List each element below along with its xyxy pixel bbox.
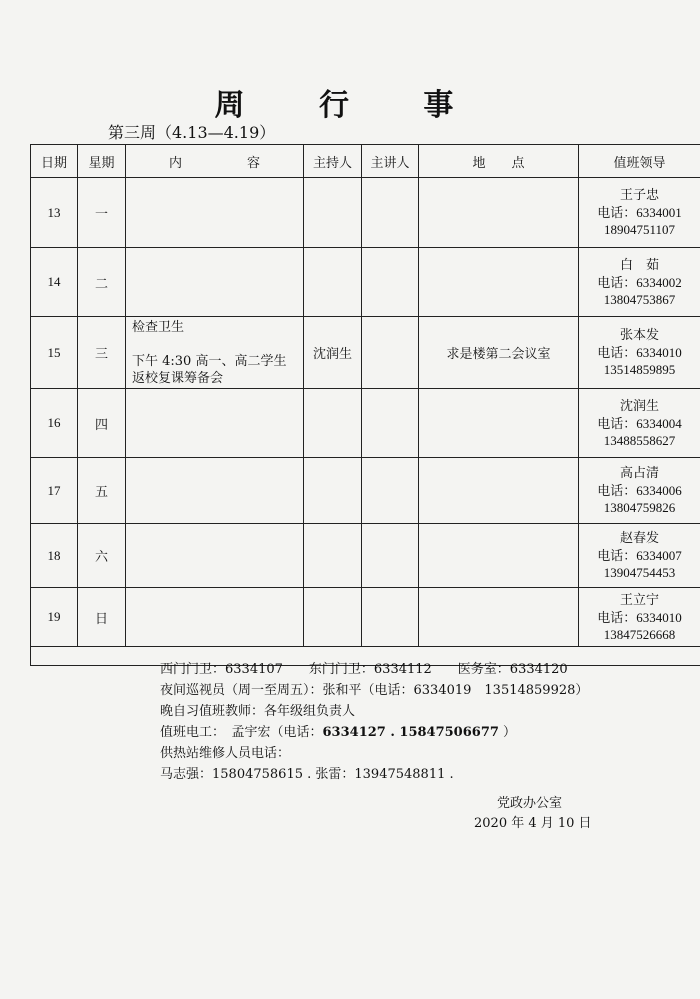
header-host: 主持人: [304, 145, 362, 178]
host-cell: 沈润生: [304, 317, 362, 389]
content-line: 下午 4:30 高一、高二学生返校复课筹备会: [132, 353, 287, 386]
weekday-cell: 日: [78, 588, 126, 647]
note-line-patrol: 夜间巡视员（周一至周五）：张和平（电话：6334019 13514859928）: [160, 683, 589, 698]
speaker-cell: [362, 458, 419, 524]
content-cell: [126, 588, 304, 647]
date-cell: 18: [31, 524, 78, 588]
duty-leader-mobile: 13488558627: [603, 432, 676, 448]
duty-leader-mobile: 13804759826: [603, 500, 676, 515]
location-cell: [419, 458, 579, 524]
electrician-suffix: ）: [498, 725, 517, 740]
header-duty: 值班领导: [579, 145, 700, 178]
header-weekday: 星期: [78, 145, 126, 178]
duty-leader-mobile: 13804753867: [603, 291, 676, 307]
table-row: [31, 389, 700, 458]
page-title: 周 行 事: [214, 88, 486, 123]
note-line-heating-title: 供热站维修人员电话：: [160, 746, 291, 761]
duty-leader-name: 张本发: [619, 328, 659, 343]
note-line-study-duty: 晚自习值班教师：各年级组负责人: [160, 704, 356, 719]
duty-cell: [579, 178, 700, 248]
speaker-cell: [362, 588, 419, 647]
duty-leader-phone: 电话：6334001: [597, 205, 682, 220]
host-cell: [304, 389, 362, 458]
week-label: 第三周（4.13—4.19）: [108, 123, 276, 142]
electrician-phones: 6334127 . 15847506677: [322, 725, 499, 740]
date-cell: 15: [31, 317, 78, 389]
speaker-cell: [362, 178, 419, 248]
duty-leader-mobile: 13847526668: [603, 626, 676, 642]
location-cell: [419, 248, 579, 317]
issue-date: 2020 年 4 月 10 日: [474, 816, 592, 831]
table-row: [31, 178, 700, 248]
host-cell: [304, 524, 362, 588]
table-row: [31, 588, 700, 647]
header-row: [31, 145, 700, 178]
duty-leader-name: 赵春发: [619, 531, 659, 546]
weekday-cell: 五: [78, 458, 126, 524]
content-cell: [126, 458, 304, 524]
table-row: [31, 458, 700, 524]
table-row: [31, 317, 700, 389]
date-cell: 17: [31, 458, 78, 524]
issuing-office: 党政办公室: [497, 796, 563, 811]
header-location: 地 点: [419, 145, 579, 178]
electrician-prefix: 值班电工： 孟宇宏（电话：: [160, 725, 323, 740]
location-cell: [419, 178, 579, 248]
duty-leader-phone: 电话：6334007: [597, 548, 682, 563]
speaker-cell: [362, 317, 419, 389]
duty-leader-mobile: 13514859895: [603, 362, 676, 377]
table-row: [31, 248, 700, 317]
duty-cell: [579, 248, 700, 317]
duty-leader-name: 白 茹: [619, 257, 659, 273]
duty-leader-mobile: 18904751107: [603, 222, 676, 237]
duty-leader-name: 沈润生: [619, 398, 659, 414]
duty-leader-name: 王子忠: [619, 188, 659, 203]
speaker-cell: [362, 524, 419, 588]
content-cell: [126, 524, 304, 588]
date-cell: 19: [31, 588, 78, 647]
host-cell: [304, 458, 362, 524]
host-cell: [304, 178, 362, 248]
duty-cell: [579, 389, 700, 458]
content-cell: [126, 317, 304, 389]
location-cell: [419, 524, 579, 588]
speaker-cell: [362, 389, 419, 458]
duty-leader-phone: 电话：6334010: [597, 609, 682, 625]
duty-cell: [579, 524, 700, 588]
weekday-cell: 三: [78, 317, 126, 389]
content-line: 检查卫生: [132, 319, 185, 335]
host-cell: [304, 588, 362, 647]
schedule-table: [30, 144, 700, 666]
duty-leader-mobile: 13904754453: [603, 565, 676, 580]
duty-cell: [579, 458, 700, 524]
content-cell: [126, 248, 304, 317]
note-line-electrician: [160, 722, 588, 743]
weekday-cell: 一: [78, 178, 126, 248]
location-cell: [419, 588, 579, 647]
duty-leader-phone: 电话：6334002: [597, 274, 682, 290]
location-cell: 求是楼第二会议室: [419, 317, 579, 389]
header-content: 内 容: [126, 145, 304, 178]
duty-leader-name: 高占清: [619, 466, 659, 481]
content-cell: [126, 389, 304, 458]
header-date: 日期: [31, 145, 78, 178]
duty-leader-phone: 电话：6334006: [597, 483, 682, 498]
weekday-cell: 四: [78, 389, 126, 458]
header-speaker: 主讲人: [362, 145, 419, 178]
content-cell: [126, 178, 304, 248]
duty-leader-phone: 电话：6334004: [597, 415, 682, 431]
weekday-cell: 二: [78, 248, 126, 317]
note-line-gates: 西门门卫：6334107 东门门卫：6334112 医务室：6334120: [160, 662, 568, 677]
date-cell: 16: [31, 389, 78, 458]
duty-leader-phone: 电话：6334010: [597, 345, 682, 360]
duty-cell: [579, 588, 700, 647]
duty-leader-name: 王立宁: [619, 592, 659, 608]
speaker-cell: [362, 248, 419, 317]
duty-cell: [579, 317, 700, 389]
contact-notes: [160, 659, 588, 785]
note-line-heating-phones: 马志强：15804758615 . 张雷：13947548811 .: [160, 767, 454, 782]
table-row: [31, 524, 700, 588]
host-cell: [304, 248, 362, 317]
location-cell: [419, 389, 579, 458]
weekday-cell: 六: [78, 524, 126, 588]
date-cell: 14: [31, 248, 78, 317]
date-cell: 13: [31, 178, 78, 248]
